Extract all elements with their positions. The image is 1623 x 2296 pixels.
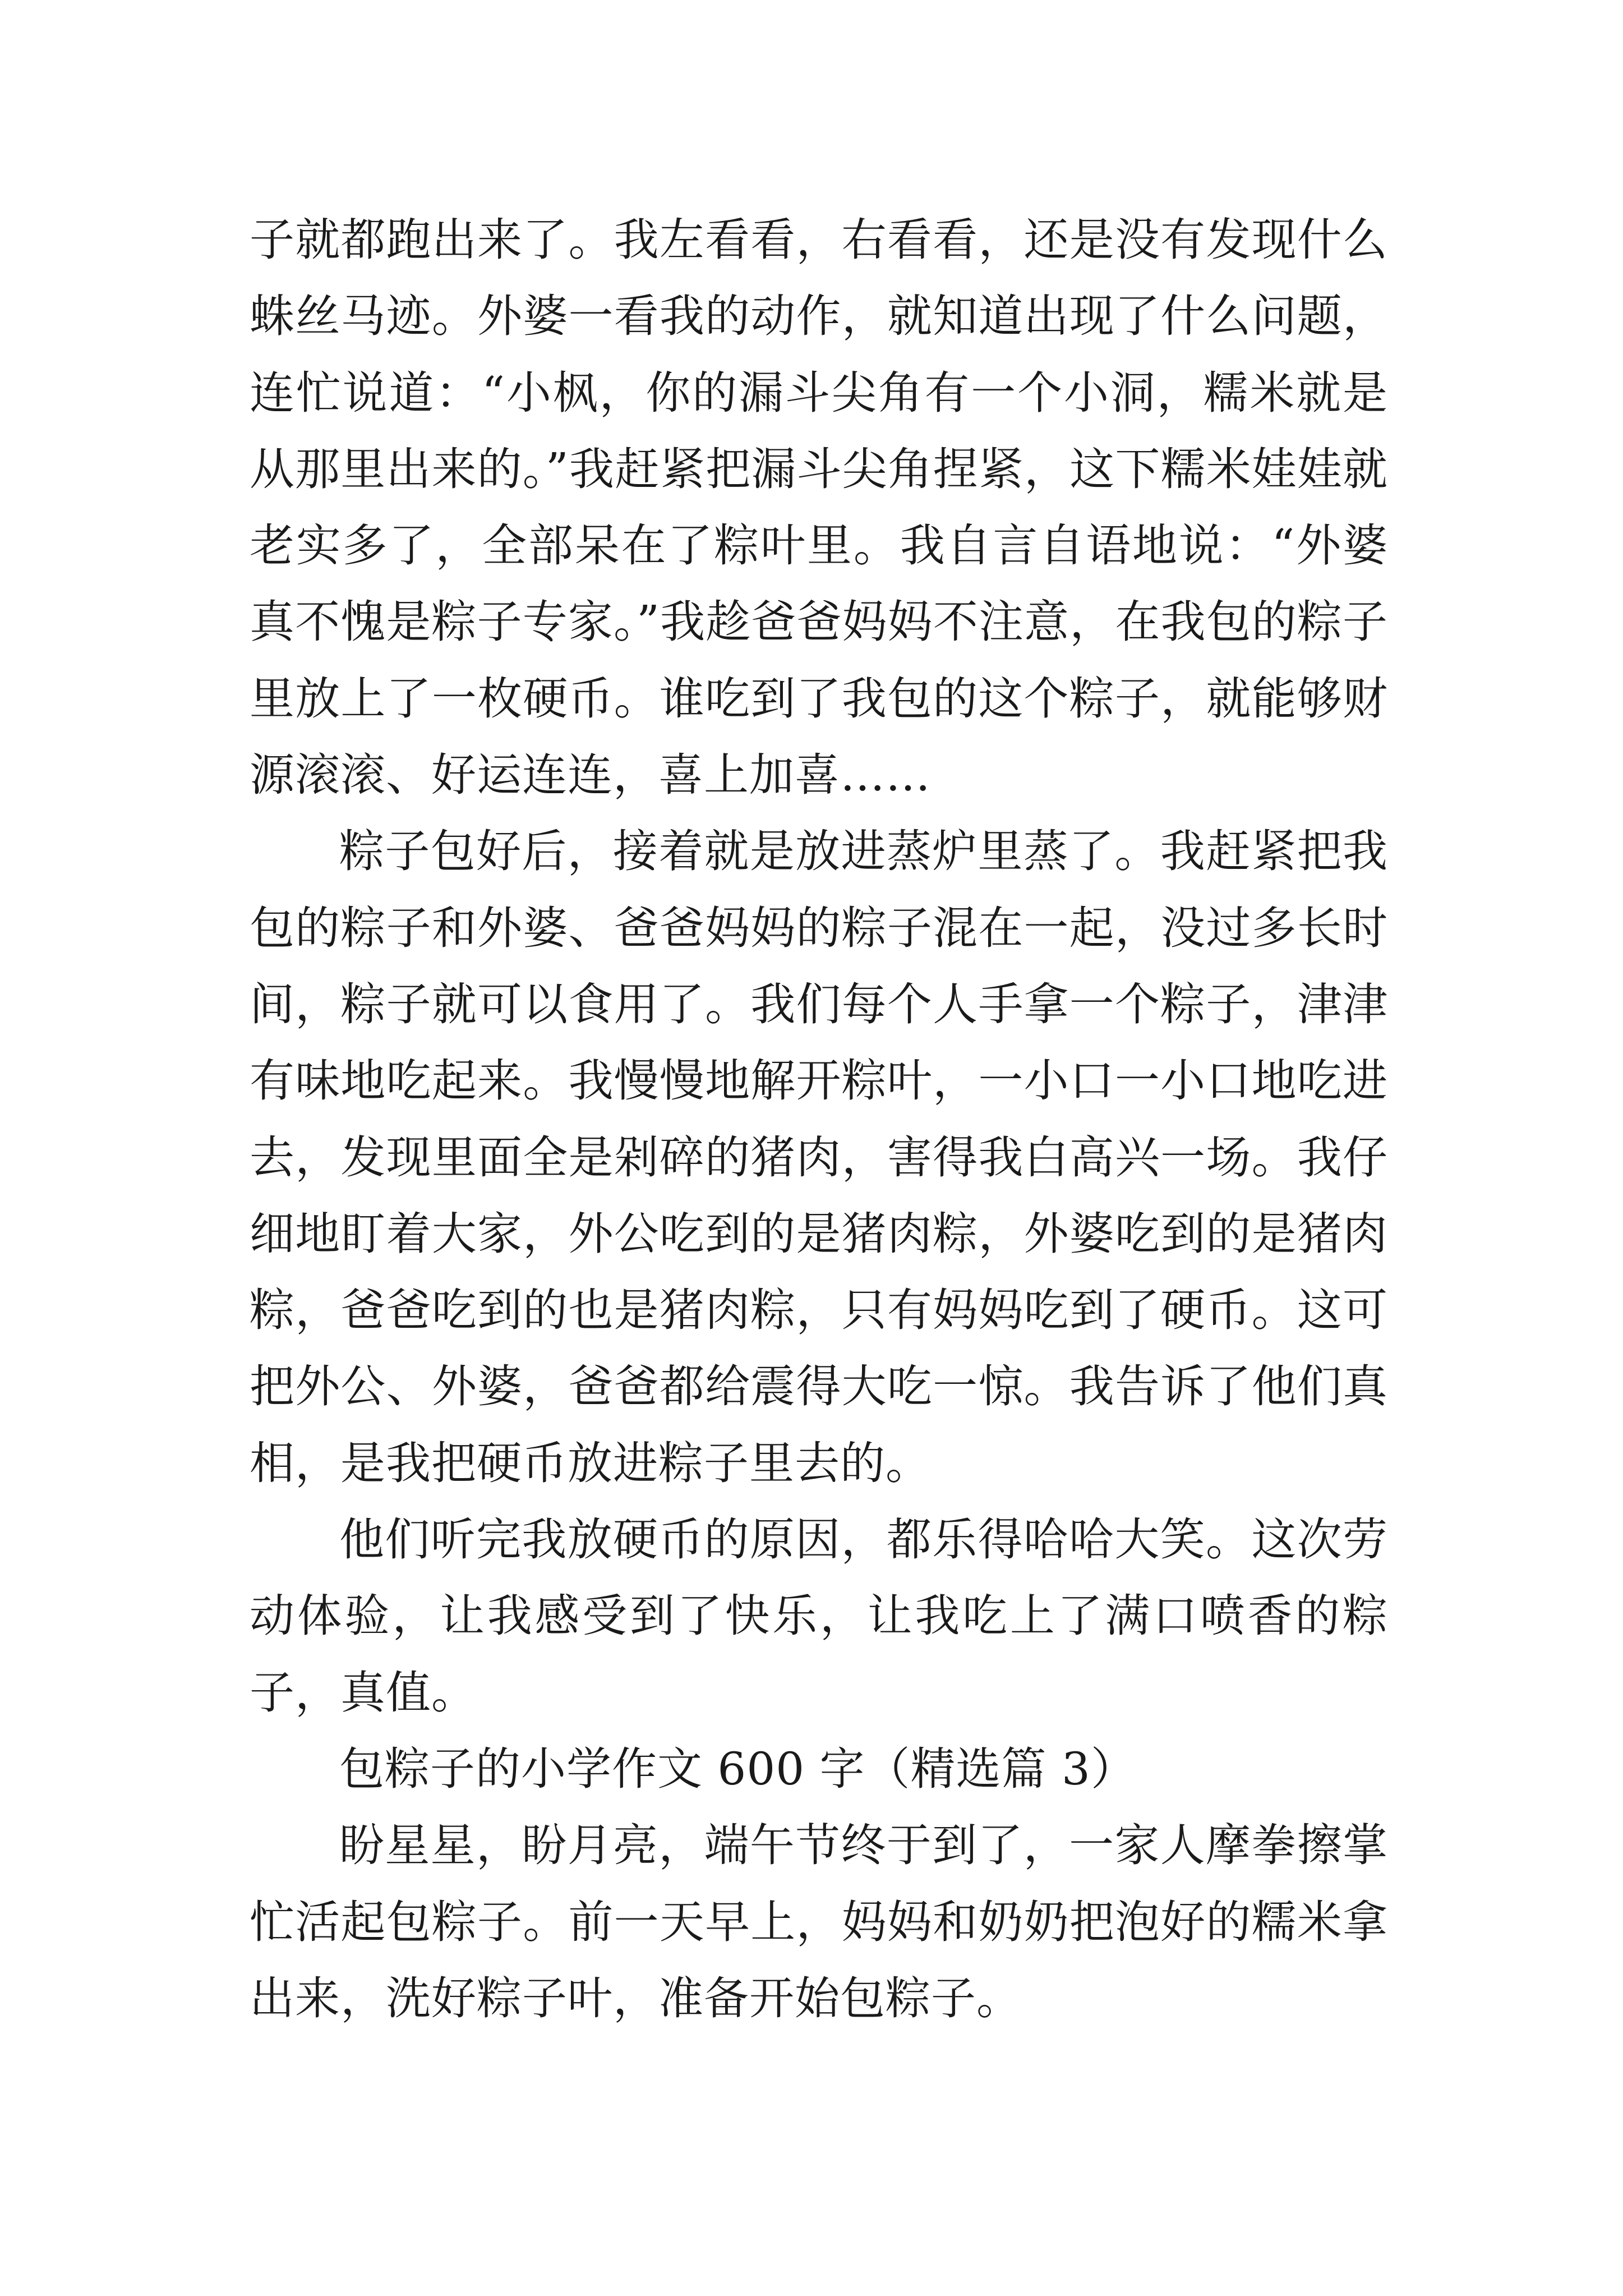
essay-body bbox=[250, 202, 1388, 2037]
paragraph-conclusion: 他们听完我放硬币的原因，都乐得哈哈大笑。这次劳动体验，让我感受到了快乐，让我吃上了满口喷香的粽子，真值。 bbox=[250, 1513, 1388, 1719]
section-heading: 包粽子的小学作文 600 字（精选篇 3） bbox=[339, 1742, 1136, 1795]
paragraph-new-essay-start: 盼星星，盼月亮，端午节终于到了，一家人摩拳擦掌忙活起包粽子。前一天早上，妈妈和奶奶把泡好的糯米拿出来，洗好粽子叶，准备开始包粽子。 bbox=[250, 1819, 1388, 2024]
paragraph-steaming: 粽子包好后，接着就是放进蒸炉里蒸了。我赶紧把我包的粽子和外婆、爸爸妈妈的粽子混在一起，没过多长时间，粽子就可以食用了。我们每个人手拿一个粽子，津津有味地吃起来。我慢慢地解开粽叶，一小口一小口地吃进去，发现里面全是剁碎的猪肉，害得我白高兴一场。我仔细地盯着大家，外公吃到的是猪肉粽，外婆吃到的是猪肉粽，爸爸吃到的也是猪肉粽，只有妈妈吃到了硬币。这可把外公、外婆，爸爸都给震得大吃一惊。我告诉了他们真相，是我把硬币放进粽子里去的。 bbox=[250, 825, 1388, 1489]
paragraph-continuation: 子就都跑出来了。我左看看，右看看，还是没有发现什么蛛丝马迹。外婆一看我的动作，就知道出现了什么问题，连忙说道：“小枫，你的漏斗尖角有一个小洞，糯米就是从那里出来的。”我赶紧把漏斗尖角捏紧，这下糯米娃娃就老实多了，全部呆在了粽叶里。我自言自语地说：“外婆真不愧是粽子专家。”我趁爸爸妈妈不注意，在我包的粽子里放上了一枚硬币。谁吃到了我包的这个粽子，就能够财源滚滚、好运连连，喜上加喜…… bbox=[250, 214, 1388, 802]
